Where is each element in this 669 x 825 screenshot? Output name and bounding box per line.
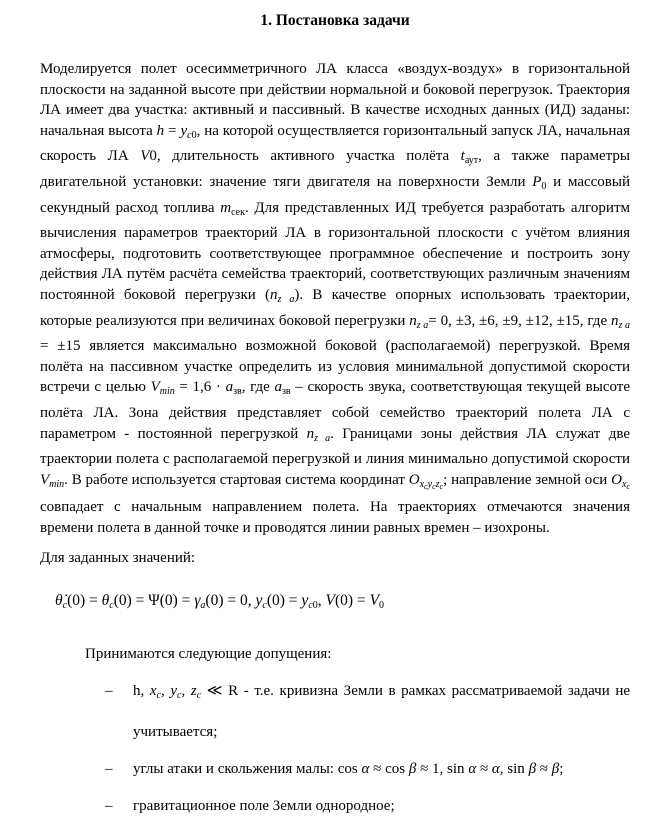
assumptions-label: Принимаются следующие допущения:: [85, 646, 332, 663]
section-title: 1. Постановка задачи: [260, 12, 410, 29]
assumption-item-earth-curvature: [105, 673, 630, 752]
assumptions-list: [105, 673, 630, 825]
bullet-dash-marker: –: [105, 682, 113, 699]
initial-conditions-formula: θ̇c(0) = θc(0) = Ψ(0) = γa(0) = 0, yc(0) = yc0, V(0) = V0: [55, 592, 385, 612]
assumption-item-small-angles: [105, 751, 630, 788]
assumption-item-gravity-field: [105, 788, 630, 825]
bullet-dash-marker: –: [105, 798, 113, 815]
assumption-text: гравитационное поле Земли однородное;: [133, 798, 395, 815]
problem-statement-paragraph: Моделируется полет осесимметричного ЛА класса «воздух-воздух» в горизонтальной плоскости на заданной высоте при действии нормальной и боковой перегрузок. Траектория ЛА имеет два участка: активный и пассивный. В качестве исходных данных (ИД) заданы: начальная высота $h = y_{c0}$, на которой осуществляется горизонтальный запуск ЛА, начальная скорость ЛА V0, длительность активного участка полёта $t_{аут}$, а также параметры двигательной установки: значение тяги двигателя на поверхности Земли $P_0$ и массовый секундный расход топлива $m_{сек}$. Для представленных ИД требуется разработать алгоритм вычисления параметров траекторий ЛА в горизонтальной плоскости с учётом влияния атмосферы, подготовить соответствующее программное обеспечение и построить зону действия ЛА путём расчёта семейства траекторий, соответствующих различным значениям постоянной боковой перегрузки $(n_{z a})$. В качестве опорных использовать траектории, которые реализуются при величинах боковой перегрузки $n_{z a}= 0$, ±3, ±6, ±9, ±12, ±15, где $n_{z a} = \pm 15$ является максимально возможной боковой (располагаемой) перегрузкой. Время полёта на пассивном участке определить из условия минимальной допустимой скорости встречи с целью $V_{min} = 1,6 \cdot a_{зв}$, где $a_{зв}$ – скорость звука, соответствующая текущей высоте полёта ЛА. Зона действия представляет собой семейство траекторий полета ЛА с параметром - постоянной перегрузкой $n_{z a}$. Границами зоны действия ЛА служат две траектории полета с располагаемой перегрузкой и линия минимально допустимой скорости $V_{min}$. В работе используется стартовая система координат $O_{xcyczc}$; направление земной оси $O_{xc}$ совпадает с начальным направлением полета. На траекториях отмечаются значения времени полета в данной точке и проводятся линии равных времен – изохроны.: [40, 61, 630, 536]
bullet-dash-marker: –: [105, 761, 113, 778]
assumption-text: h, $x_c$, $y_c$, $z_c$ ≪ R - т.е. кривизна Земли в рамках рассматриваемой задачи не учитывается;: [133, 682, 631, 741]
given-values-label: Для заданных значений:: [40, 550, 196, 567]
assumption-text: углы атаки и скольжения малы: cos α ≈ cos β ≈ 1, sin α ≈ α, sin β ≈ β;: [133, 761, 564, 778]
